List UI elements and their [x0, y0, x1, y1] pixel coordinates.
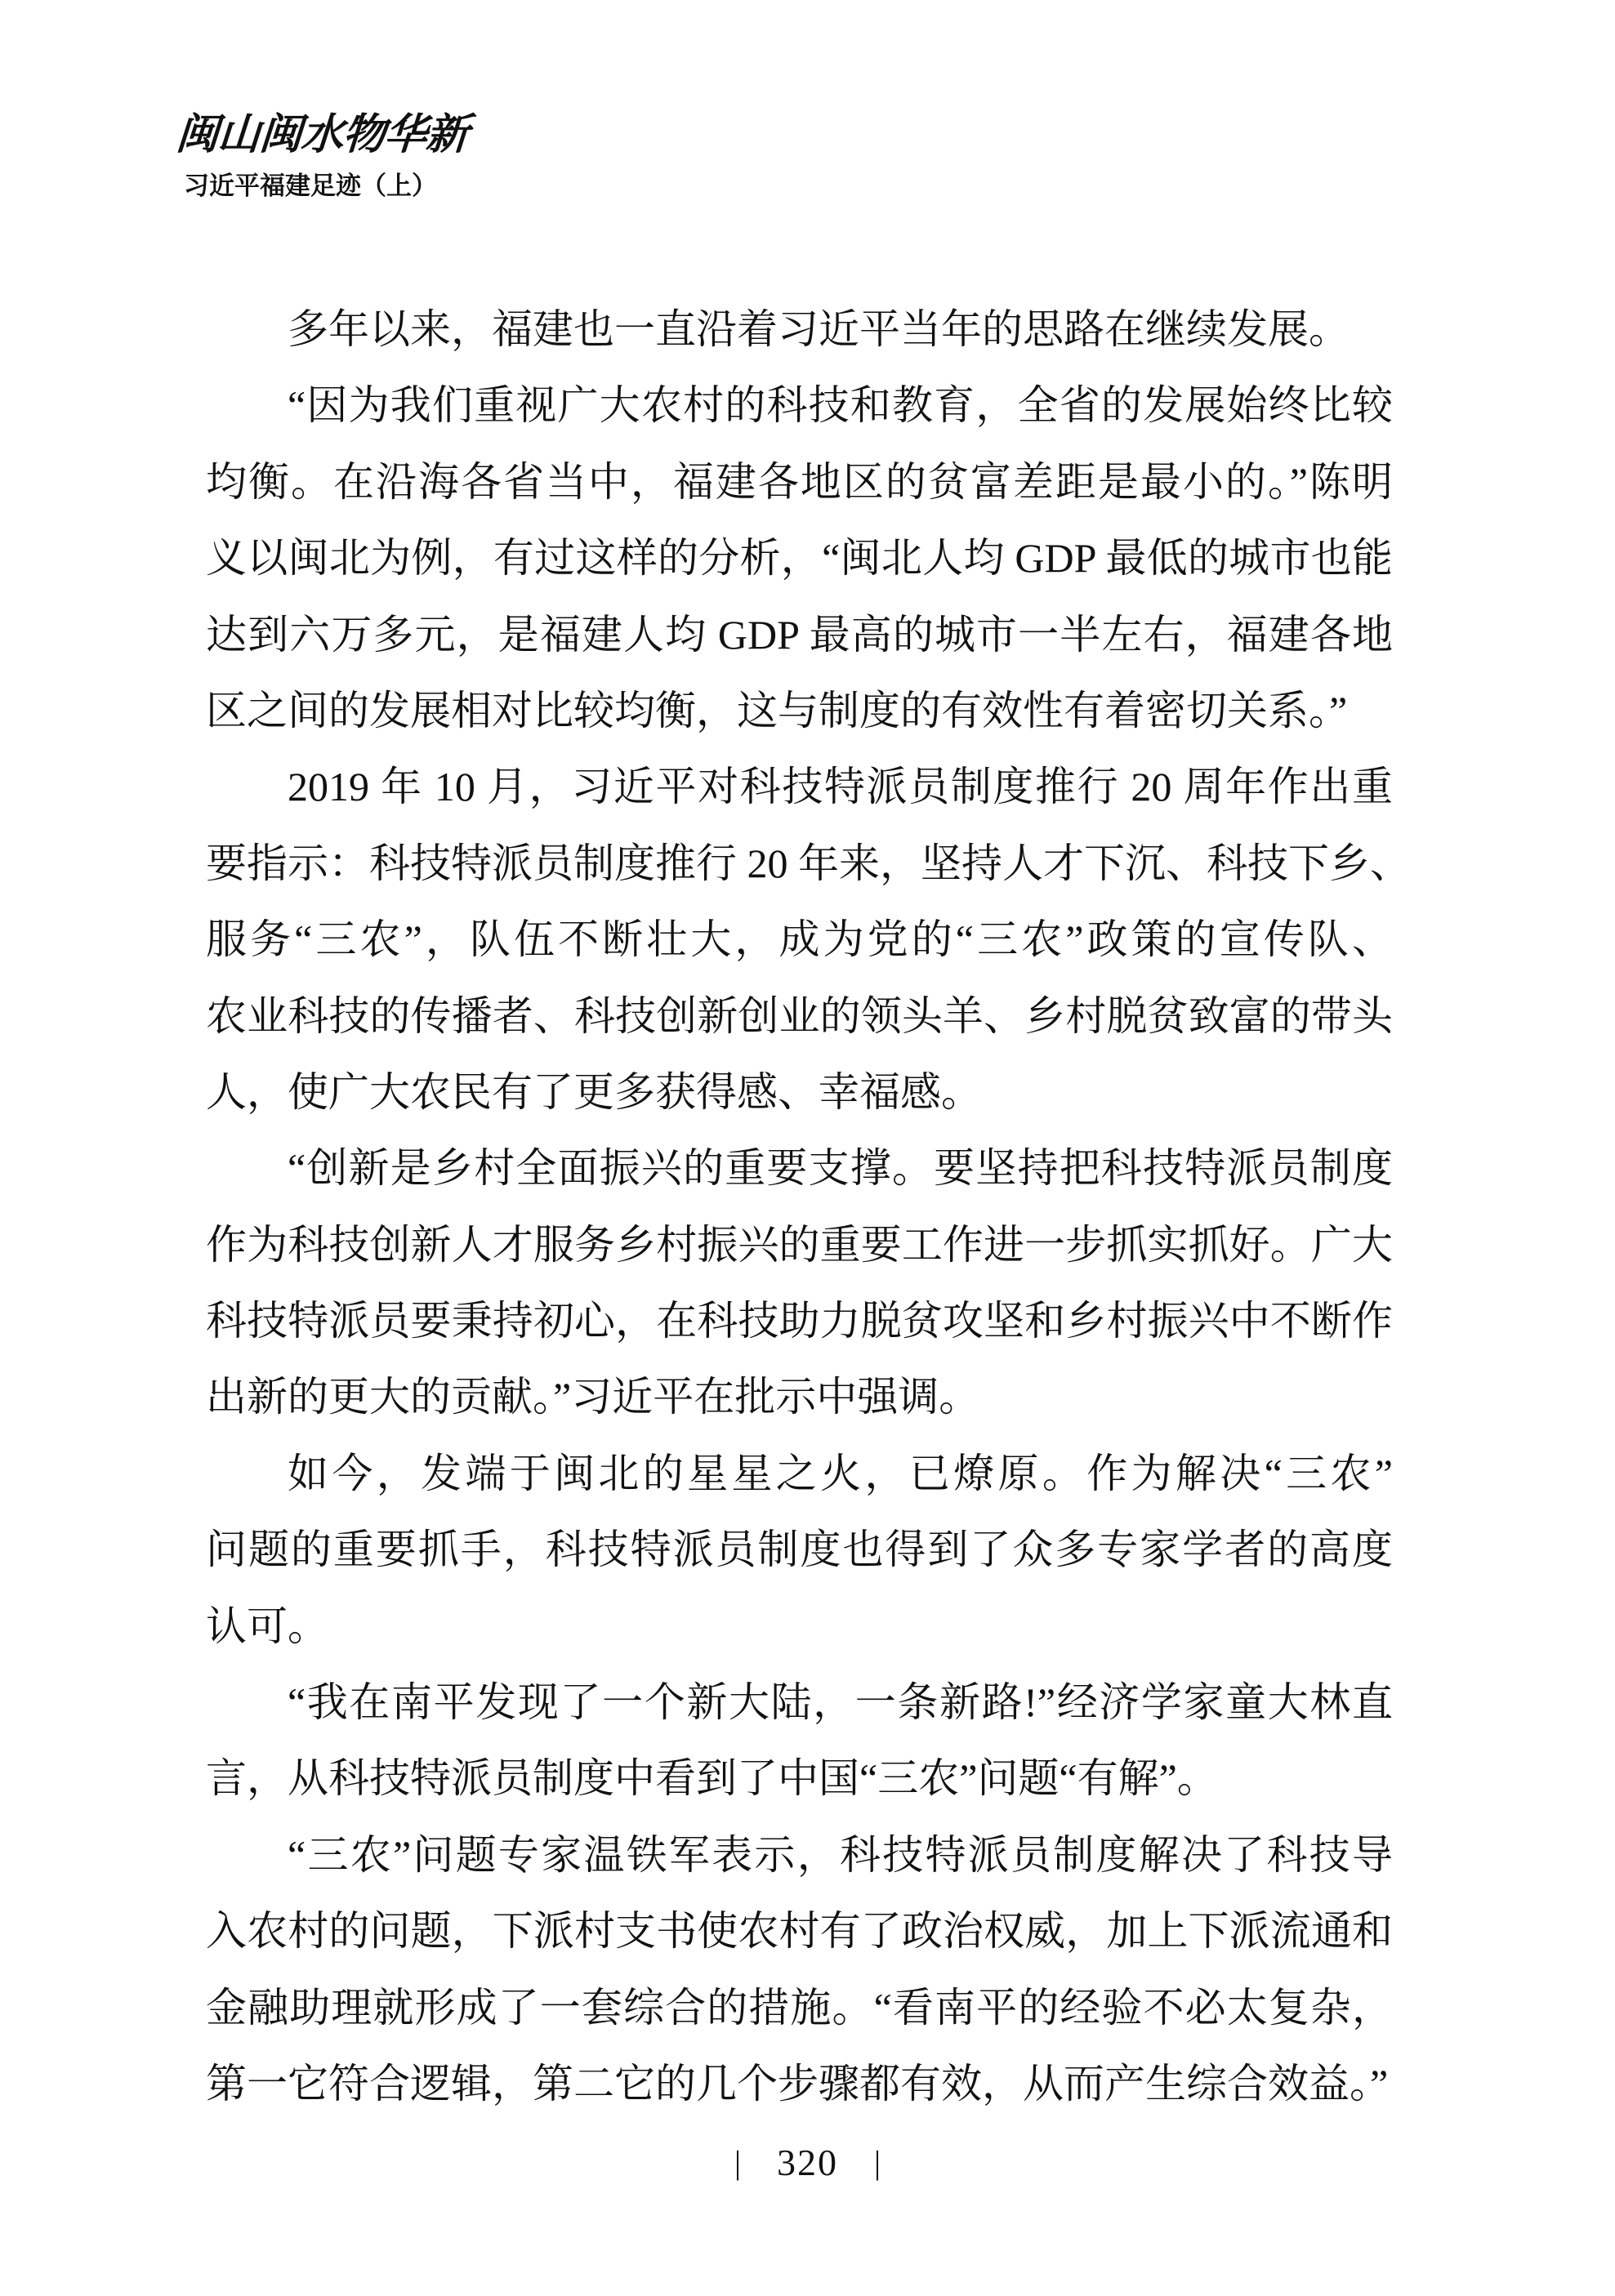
body-line: 问题的重要抓手，科技特派员制度也得到了众多专家学者的高度	[206, 1527, 1393, 1573]
body-line: 2019 年 10 月，习近平对科技特派员制度推行 20 周年作出重	[288, 764, 1393, 810]
body-text	[206, 292, 1411, 2122]
page-header	[174, 106, 470, 204]
body-line: 农业科技的传播者、科技创新创业的领头羊、乡村脱贫致富的带头	[206, 992, 1393, 1039]
body-line: 如今，发端于闽北的星星之火，已燎原。作为解决“三农”	[288, 1450, 1393, 1496]
body-line: 达到六万多元，是福建人均 GDP 最高的城市一半左右，福建各地	[206, 611, 1393, 658]
header-calligraphy-title: 闽山闽水物华新	[174, 112, 470, 158]
body-line: “创新是乡村全面振兴的重要支撑。要坚持把科技特派员制度	[288, 1145, 1393, 1192]
body-line: 金融助理就形成了一套综合的措施。“看南平的经验不必太复杂，	[206, 1984, 1393, 2031]
body-line: 要指示：科技特派员制度推行 20 年来，坚持人才下沉、科技下乡、	[206, 840, 1411, 886]
body-line: 认可。	[206, 1603, 328, 1649]
body-line: 区之间的发展相对比较均衡，这与制度的有效性有着密切关系。”	[206, 687, 1348, 733]
body-line: 科技特派员要秉持初心，在科技助力脱贫攻坚和乡村振兴中不断作	[206, 1298, 1393, 1344]
footer-separator-right: |	[874, 2144, 881, 2181]
body-line: 言，从科技特派员制度中看到了中国“三农”问题“有解”。	[206, 1755, 1218, 1802]
header-subtitle: 习近平福建足迹（上）	[184, 172, 437, 200]
body-line: 多年以来，福建也一直沿着习近平当年的思路在继续发展。	[288, 306, 1350, 352]
body-line: 第一它符合逻辑，第二它的几个步骤都有效，从而产生综合效益。”	[206, 2060, 1389, 2107]
body-line: 义以闽北为例，有过这样的分析，“闽北人均 GDP 最低的城市也能	[206, 535, 1393, 582]
body-line: 作为科技创新人才服务乡村振兴的重要工作进一步抓实抓好。广大	[206, 1221, 1393, 1268]
page-footer	[734, 2142, 881, 2184]
body-line: 服务“三农”，队伍不断壮大，成为党的“三农”政策的宣传队、	[206, 916, 1393, 963]
body-line: “三农”问题专家温铁军表示，科技特派员制度解决了科技导	[288, 1831, 1393, 1878]
body-line: “因为我们重视广大农村的科技和教育，全省的发展始终比较	[288, 382, 1393, 429]
body-line: 均衡。在沿海各省当中，福建各地区的贫富差距是最小的。”陈明	[206, 458, 1393, 505]
body-line: 出新的更大的贡献。”习近平在批示中强调。	[206, 1374, 980, 1420]
body-line: 入农村的问题，下派村支书使农村有了政治权威，加上下派流通和	[206, 1908, 1393, 1955]
footer-separator-left: |	[734, 2144, 741, 2181]
page-number: 320	[777, 2142, 838, 2183]
body-line: 人，使广大农民有了更多获得感、幸福感。	[206, 1068, 982, 1115]
body-line: “我在南平发现了一个新大陆，一条新路!”经济学家童大林直	[288, 1679, 1393, 1726]
